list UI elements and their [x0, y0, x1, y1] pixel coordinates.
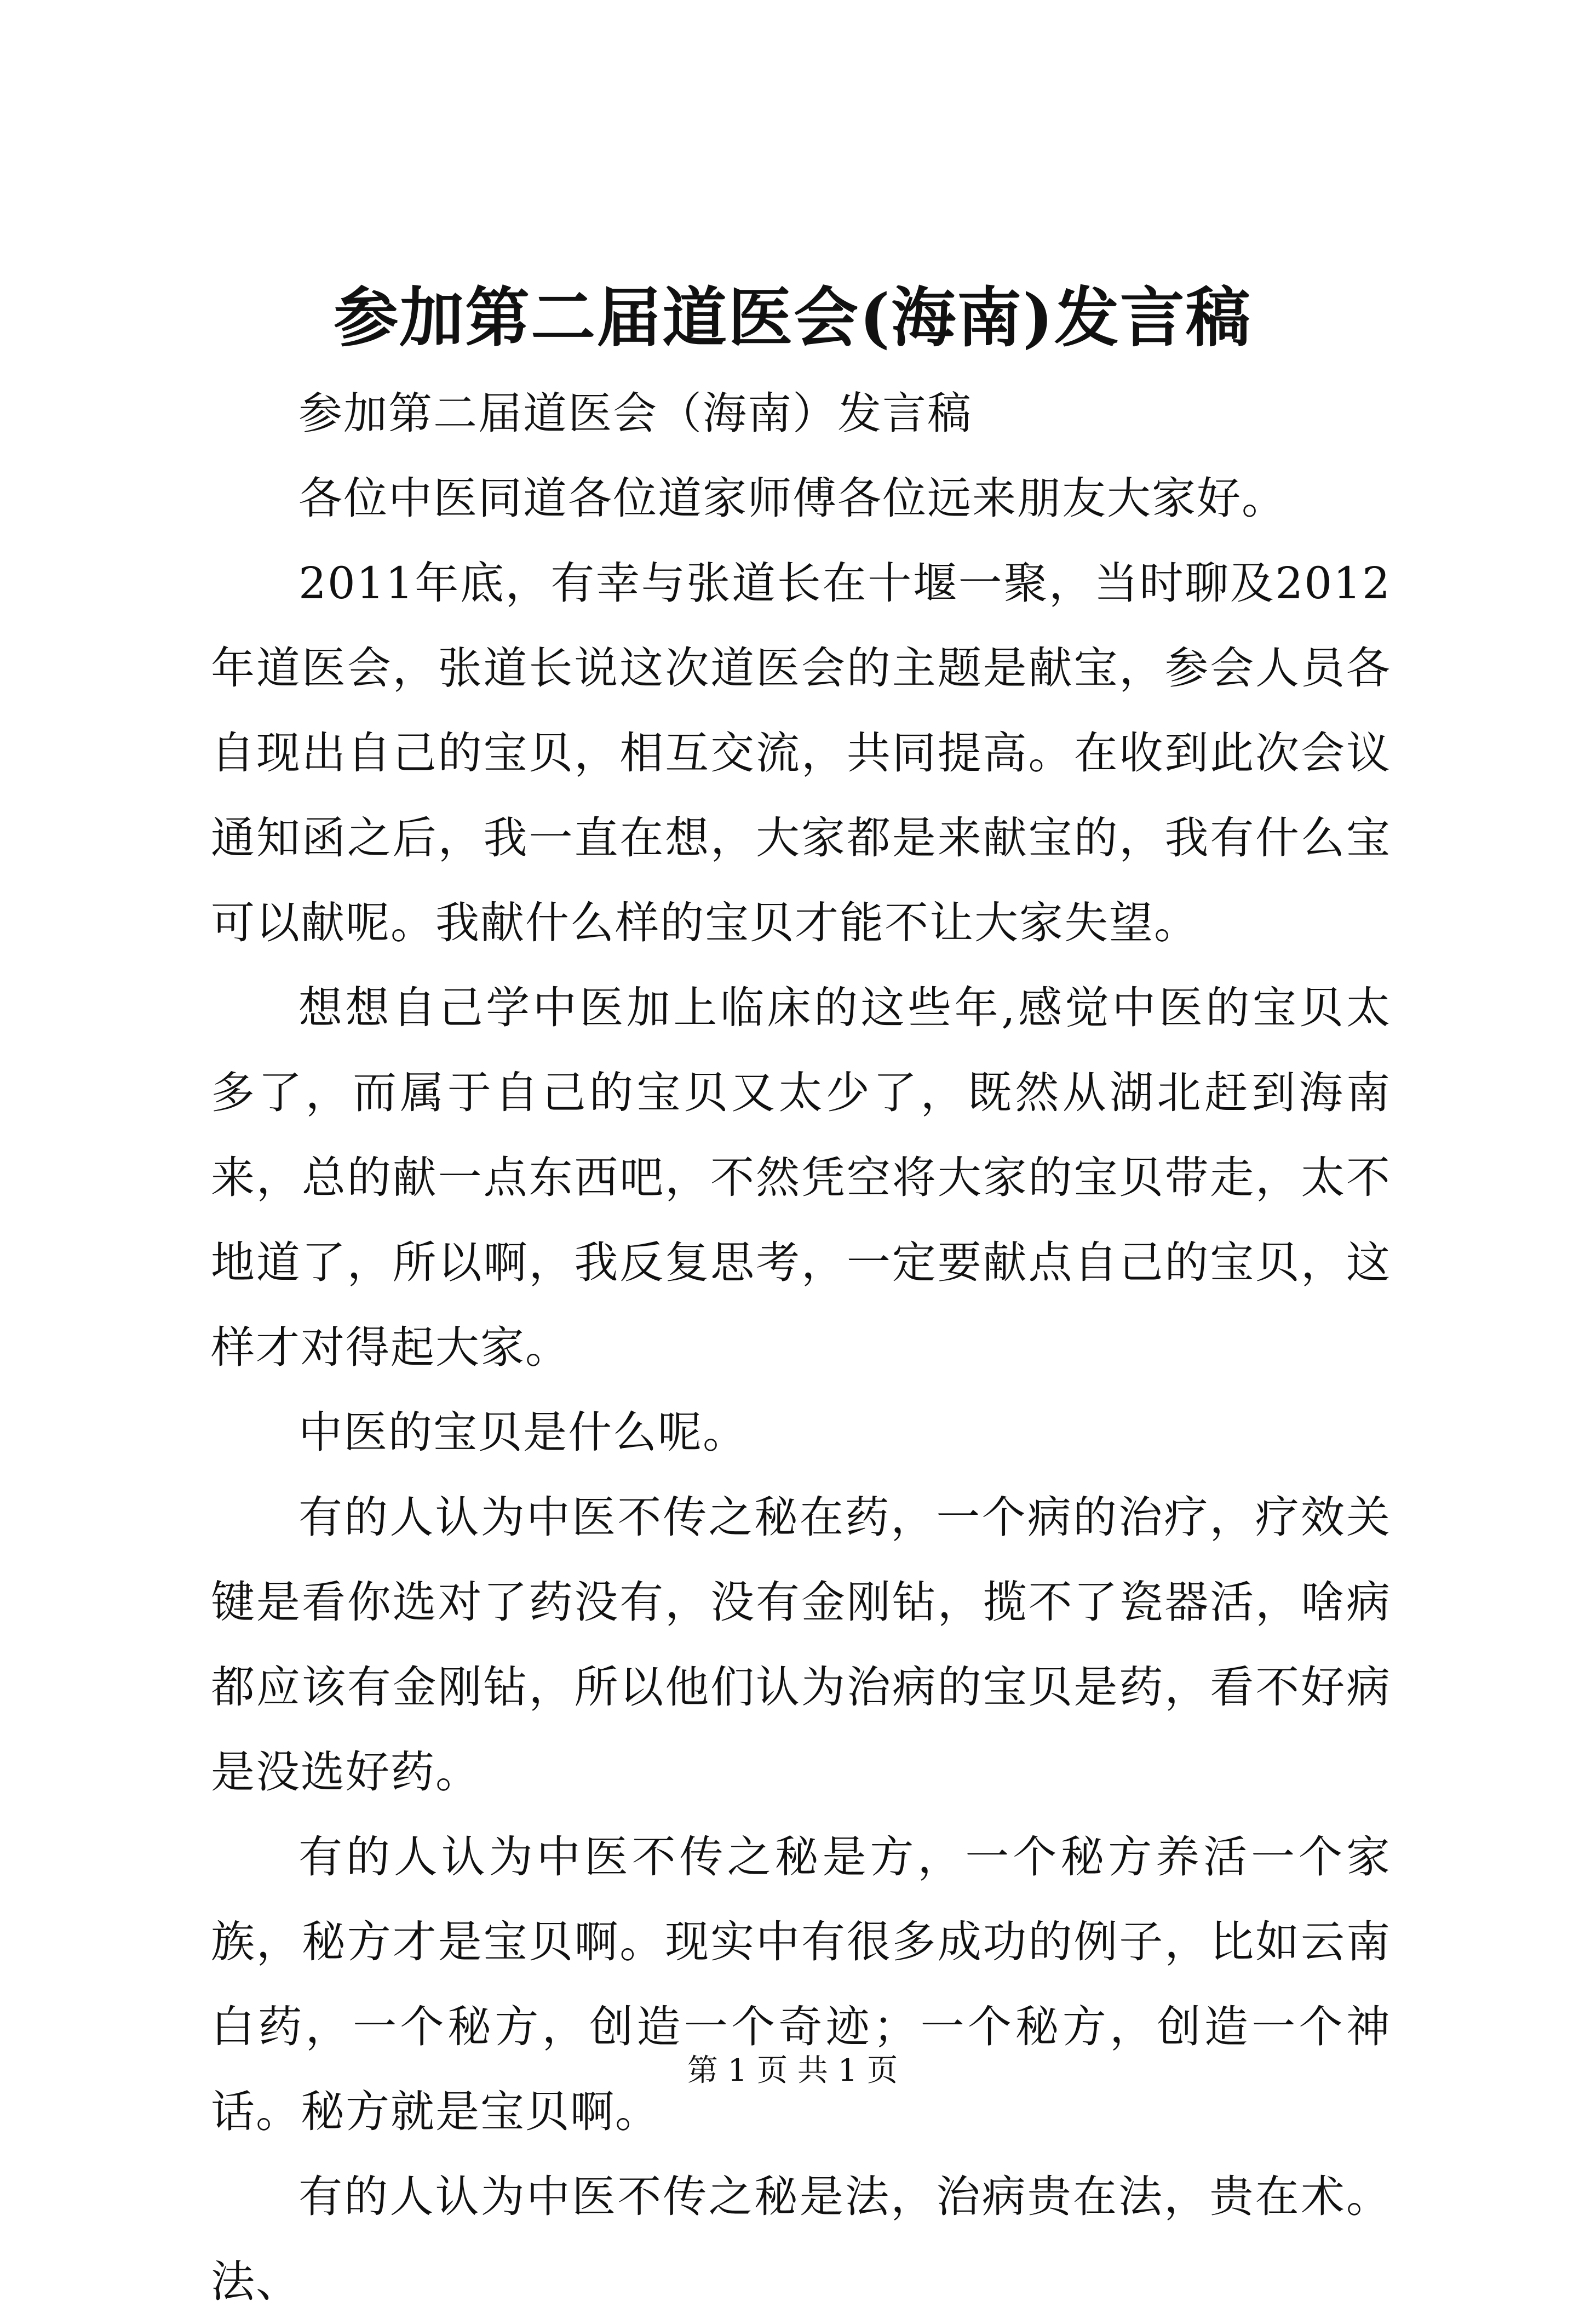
- paragraph-heading-repeat: 参加第二届道医会（海南）发言稿: [298, 388, 972, 439]
- paragraph-prescription-view: 有的人认为中医不传之秘是方，一个秘方养活一个家族，秘方才是宝贝啊。现实中有很多成功的例子，比如云南白药，一个秘方，创造一个奇迹；一个秘方，创造一个神话。秘方就是宝贝啊。: [211, 1831, 1391, 2137]
- paragraph-question: 中医的宝贝是什么呢。: [298, 1407, 748, 1458]
- paragraph-greeting: 各位中医同道各位道家师傅各位远来朋友大家好。: [298, 473, 1287, 524]
- paragraph-method-view: 有的人认为中医不传之秘是法，治病贵在法，贵在术。法、: [211, 2171, 1391, 2307]
- paragraph-reflection: 想想自己学中医加上临床的这些年,感觉中医的宝贝太多了，而属于自己的宝贝又太少了，既然从湖北赶到海南来，总的献一点东西吧，不然凭空将大家的宝贝带走，太不地道了，所以啊，我反复思考，一定要献点自己的宝贝，这样才对得起大家。: [211, 982, 1391, 1373]
- page-footer: 第 1 页 共 1 页: [687, 2053, 898, 2088]
- document-body: [211, 371, 1391, 2324]
- document-title: 参加第二届道医会(海南)发言稿: [334, 279, 1251, 356]
- paragraph-medicine-view: 有的人认为中医不传之秘在药，一个病的治疗，疗效关键是看你选对了药没有，没有金刚钻，揽不了瓷器活，啥病都应该有金刚钻，所以他们认为治病的宝贝是药，看不好病是没选好药。: [211, 1492, 1391, 1798]
- paragraph-intro: 2011年底，有幸与张道长在十堰一聚，当时聊及2012年道医会，张道长说这次道医会的主题是献宝，参会人员各自现出自己的宝贝，相互交流，共同提高。在收到此次会议通知函之后，我一直在想，大家都是来献宝的，我有什么宝可以献呢。我献什么样的宝贝才能不让大家失望。: [211, 558, 1391, 948]
